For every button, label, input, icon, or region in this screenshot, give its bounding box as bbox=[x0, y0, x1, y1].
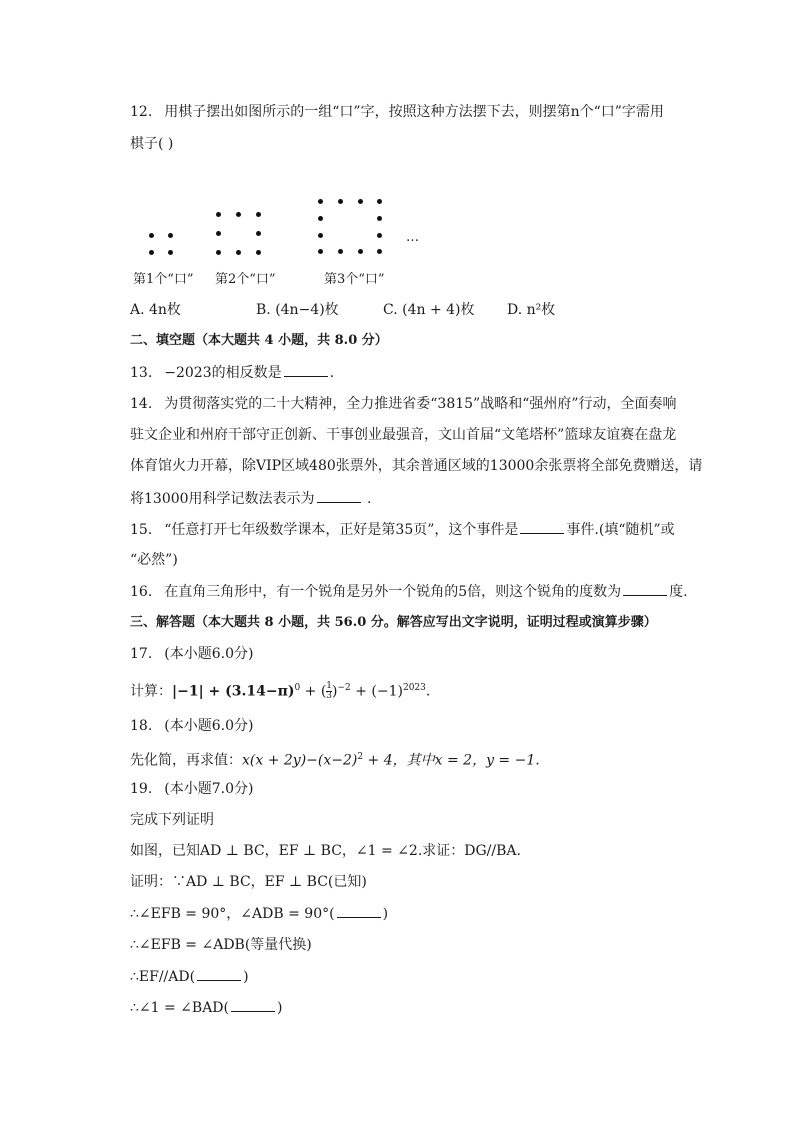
q16 bbox=[130, 581, 688, 602]
dot bbox=[216, 250, 221, 255]
q17-prefix: 计算： bbox=[130, 683, 172, 700]
q16-text: 在直角三角形中，有一个锐角是另外一个锐角的5倍，则这个锐角的度数为 bbox=[164, 584, 622, 600]
q19-step1 bbox=[130, 903, 388, 924]
dot bbox=[168, 233, 173, 238]
q18-exp2: 2 bbox=[357, 752, 364, 762]
dot bbox=[149, 233, 154, 238]
q19-step4 bbox=[130, 997, 282, 1018]
answer-blank bbox=[623, 581, 667, 596]
figure-caption-3: 第3个“口” bbox=[324, 272, 385, 287]
q19-step3 bbox=[130, 966, 249, 987]
q17-number: 17. bbox=[130, 646, 153, 662]
q17-expr-a: |−1| + (3.14−π) bbox=[172, 683, 295, 700]
dot bbox=[318, 216, 323, 221]
figure-caption-1: 第1个“口” bbox=[133, 272, 194, 287]
q18-number: 18. bbox=[130, 718, 153, 734]
q18-score: (本小题6.0分) bbox=[164, 718, 254, 734]
q19-proof-start: 证明：∵AD ⊥ BC，EF ⊥ BC(已知) bbox=[130, 874, 367, 890]
dot bbox=[377, 216, 382, 221]
q19-step2: ∴∠EFB = ∠ADB(等量代换) bbox=[130, 937, 312, 953]
dot bbox=[256, 231, 261, 236]
dot bbox=[236, 212, 241, 217]
q13-number: 13. bbox=[130, 365, 153, 381]
figure-ellipsis: … bbox=[406, 230, 419, 245]
q14-line2: 驻文企业和州府干部守正创新、干事创业最强音，文山首届“文笔塔杯”篮球友谊赛在盘龙 bbox=[130, 427, 677, 443]
dot bbox=[256, 212, 261, 217]
q12-line2: 棋子( ) bbox=[130, 136, 174, 152]
q13-text: −2023的相反数是 bbox=[164, 365, 282, 381]
q18-expr-b: + 4，其中x = 2，y = −1. bbox=[363, 752, 540, 769]
q15-number: 15. bbox=[130, 522, 153, 538]
dot bbox=[216, 212, 221, 217]
q18-expression bbox=[130, 747, 540, 771]
q19-step3-text: ∴EF//AD( bbox=[130, 969, 196, 985]
section-heading-fill-blank: 二、填空题（本大题共 4 小题，共 8.0 分） bbox=[130, 333, 388, 348]
q12-option-d: D. n²枚 bbox=[507, 302, 556, 318]
q15-line1 bbox=[130, 519, 675, 540]
q17-exp0: 0 bbox=[294, 683, 301, 693]
figure-caption-2: 第2个“口” bbox=[215, 272, 276, 287]
q14-line4 bbox=[130, 488, 371, 509]
dot bbox=[318, 199, 323, 204]
dot bbox=[149, 250, 154, 255]
dot bbox=[358, 199, 363, 204]
q13-text-end: . bbox=[329, 365, 335, 381]
q13 bbox=[130, 362, 334, 383]
q14-number: 14. bbox=[130, 396, 153, 412]
q12-option-b: B. (4n−4)枚 bbox=[256, 302, 339, 318]
dot bbox=[168, 250, 173, 255]
q15-line2: “必然”) bbox=[130, 552, 178, 568]
answer-blank bbox=[337, 903, 381, 918]
q19-step4-text: ∴∠1 = ∠BAD( bbox=[130, 1000, 229, 1016]
q19-step4-end: ) bbox=[277, 1000, 283, 1016]
q19-given: 如图，已知AD ⊥ BC，EF ⊥ BC，∠1 = ∠2.求证：DG//BA. bbox=[130, 843, 521, 859]
q16-text-end: 度. bbox=[669, 584, 688, 600]
dot bbox=[338, 249, 343, 254]
dot bbox=[377, 233, 382, 238]
q19-score: (本小题7.0分) bbox=[164, 781, 254, 797]
q18-expr-a: x(x + 2y)−(x−2) bbox=[242, 752, 358, 769]
q12-number: 12. bbox=[130, 104, 153, 120]
answer-blank bbox=[197, 966, 241, 981]
q19-step3-end: ) bbox=[243, 969, 249, 985]
q19-number: 19. bbox=[130, 781, 153, 797]
q14-line3: 体育馆火力开幕，除VIP区域480张票外，其余普通区域的13000余张票将全部免费赠送，请 bbox=[130, 458, 703, 474]
dot bbox=[377, 249, 382, 254]
q17-expression bbox=[130, 678, 430, 702]
q17-expr-b: + ( bbox=[300, 683, 327, 700]
dot bbox=[377, 199, 382, 204]
fraction-numerator: 1 bbox=[326, 681, 333, 692]
q15-text-end: 事件.(填“随机”或 bbox=[566, 522, 675, 538]
q17-exp-neg2: −2 bbox=[337, 683, 351, 693]
q14-line4-end: . bbox=[362, 491, 372, 507]
q18-prefix: 先化简，再求值： bbox=[130, 752, 242, 769]
fraction-denominator: 3 bbox=[326, 691, 333, 702]
dot bbox=[338, 199, 343, 204]
q16-number: 16. bbox=[130, 584, 153, 600]
q18-header bbox=[130, 716, 253, 736]
q15-text: “任意打开七年级数学课本，正好是第35页”，这个事件是 bbox=[164, 522, 519, 538]
dot bbox=[318, 249, 323, 254]
q17-expr-d: + (−1) bbox=[350, 683, 403, 700]
q17-exp-2023: 2023 bbox=[402, 683, 426, 693]
q17-score: (本小题6.0分) bbox=[164, 646, 254, 662]
q17-header bbox=[130, 644, 253, 664]
answer-blank bbox=[284, 362, 328, 377]
q19-intro: 完成下列证明 bbox=[130, 812, 214, 828]
section-heading-solutions: 三、解答题（本大题共 8 小题，共 56.0 分。解答应写出文字说明，证明过程或演算步骤） bbox=[130, 615, 657, 630]
q12-line1 bbox=[130, 102, 664, 122]
q12-text: 用棋子摆出如图所示的一组“口”字，按照这种方法摆下去，则摆第n个“口”字需用 bbox=[164, 104, 664, 120]
q14-line4-text: 将13000用科学记数法表示为 bbox=[130, 491, 315, 507]
q19-step1-text: ∴∠EFB = 90°，∠ADB = 90°( bbox=[130, 906, 335, 922]
q19-header bbox=[130, 779, 253, 799]
dot bbox=[236, 250, 241, 255]
q14-text: 为贯彻落实党的二十大精神，全力推进省委“3815”战略和“强州府”行动，全面奏响 bbox=[164, 396, 677, 412]
answer-blank bbox=[231, 997, 275, 1012]
q12-option-a: A. 4n枚 bbox=[130, 302, 181, 318]
q17-expr-c: ) bbox=[332, 683, 338, 700]
q17-expr-e: . bbox=[425, 683, 431, 700]
q14-line1 bbox=[130, 394, 677, 414]
answer-blank bbox=[520, 519, 564, 534]
answer-blank bbox=[317, 488, 361, 503]
dot bbox=[256, 250, 261, 255]
dot bbox=[318, 233, 323, 238]
q12-option-c: C. (4n + 4)枚 bbox=[383, 302, 475, 318]
q19-step1-end: ) bbox=[382, 906, 389, 922]
dot bbox=[358, 249, 363, 254]
dot bbox=[216, 231, 221, 236]
